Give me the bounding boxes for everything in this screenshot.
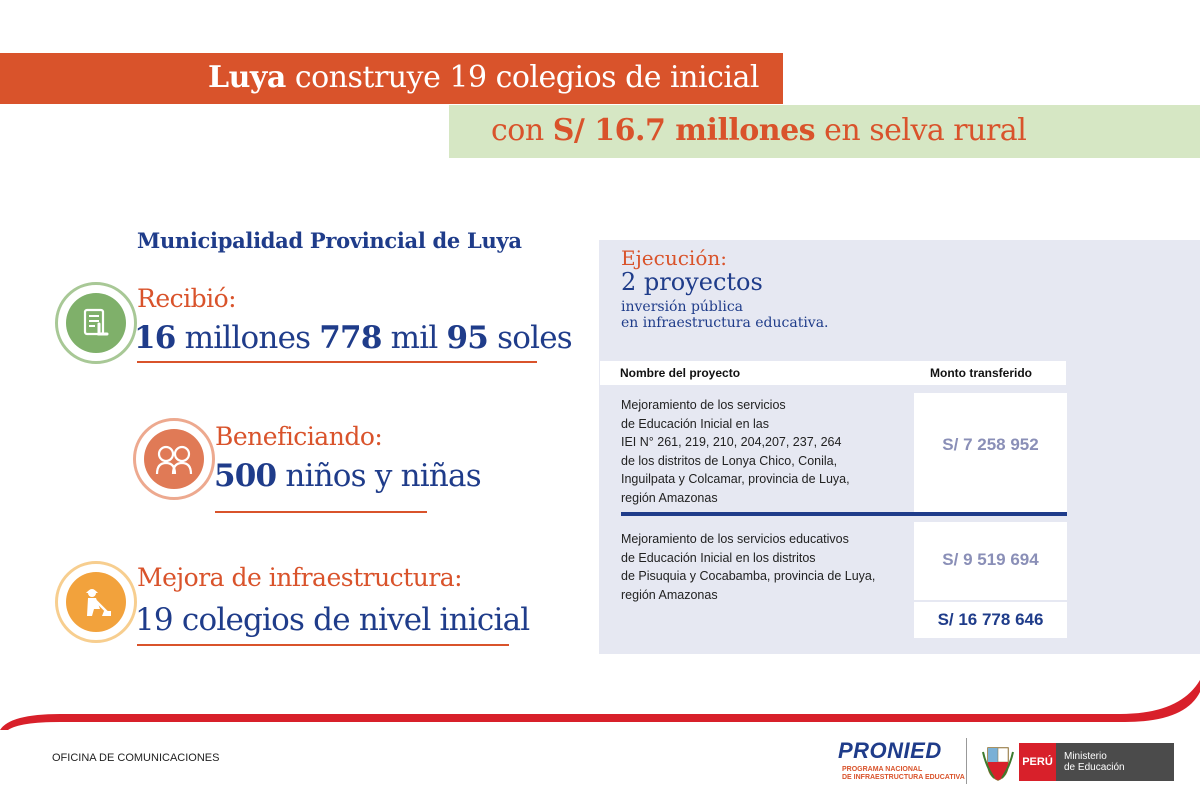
header-amount: Monto transferido — [930, 366, 1032, 380]
header-project: Nombre del proyecto — [620, 366, 741, 380]
amount-cell: S/ 9 519 694 — [914, 522, 1067, 600]
title-banner-top — [0, 53, 783, 104]
execution-label: Ejecución: — [621, 246, 727, 270]
investment-desc: inversión pública en infraestructura educativa. — [621, 299, 829, 331]
logo-divider — [966, 738, 967, 784]
ministry-badge: Ministerio de Educación — [1056, 743, 1174, 781]
received-amount: 16 millones 778 mil 95 soles — [134, 320, 572, 356]
received-label: Recibió: — [137, 284, 237, 313]
office-name: OFICINA DE COMUNICACIONES — [52, 752, 220, 764]
title-banner-bottom — [449, 105, 1200, 158]
infra-text: 19 colegios de nivel inicial — [135, 602, 530, 638]
construction-worker-icon — [55, 561, 137, 643]
footer-swoosh — [0, 670, 1200, 730]
table-row: Mejoramiento de los servicios educativos de Educación Inicial en los distritos de Pisuquia y Cocabamba, provincia de Luya, región Amazonas — [621, 532, 876, 602]
divider — [137, 361, 537, 363]
amount-cell: S/ 7 258 952 — [914, 393, 1067, 512]
divider — [137, 644, 509, 646]
row-separator — [621, 512, 1067, 516]
municipality-name: Municipalidad Provincial de Luya — [137, 228, 522, 253]
coat-of-arms-icon — [980, 742, 1016, 782]
benefit-label: Beneficiando: — [215, 422, 383, 451]
document-money-icon — [55, 282, 137, 364]
peru-badge: PERÚ — [1019, 743, 1056, 781]
projects-count: 2 proyectos — [621, 268, 763, 296]
children-icon — [133, 418, 215, 500]
title-line-2: con S/ 16.7 millones en selva rural — [491, 113, 1027, 148]
pronied-logo: PRONIED PROGRAMA NACIONAL DE INFRAESTRUCTURA EDUCATIVA — [838, 738, 965, 781]
divider — [215, 511, 427, 513]
benefit-count: 500 niños y niñas — [214, 458, 481, 494]
table-row: Mejoramiento de los servicios de Educación Inicial en las IEI N° 261, 219, 210, 204,207, 237, 264 de los distritos de Lonya Chico, Conila, Inguilpata y Colcamar, provincia de Luya, región Amazonas — [621, 398, 850, 505]
title-line-1: Luya construye 19 colegios de inicial — [208, 60, 759, 95]
total-amount: S/ 16 778 646 — [914, 602, 1067, 638]
infra-label: Mejora de infraestructura: — [137, 563, 463, 592]
table-header — [600, 361, 1066, 385]
